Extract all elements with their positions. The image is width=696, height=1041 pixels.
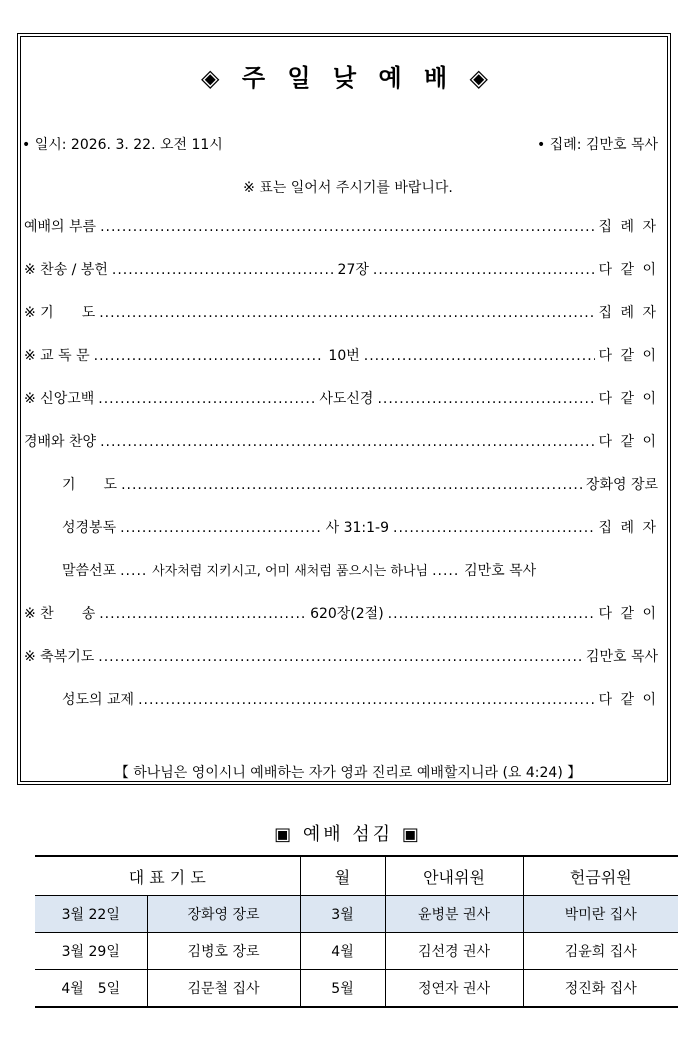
guide-person: 김선경 권사 (385, 933, 523, 970)
order-row (62, 689, 658, 709)
duty-month: 4월 (300, 933, 385, 970)
order-who: 다 같 이 (598, 391, 658, 407)
order-label: ※ 축복기도 (24, 649, 95, 665)
prayer-date: 4월 5일 (35, 970, 147, 1008)
offering-person: 김윤희 집사 (523, 933, 678, 970)
header-offering: 헌금위원 (523, 856, 678, 896)
order-row (24, 388, 658, 408)
prayer-date: 3월 22일 (35, 896, 147, 933)
order-row (24, 302, 658, 322)
order-label: ※ 찬송 / 봉헌 (24, 262, 108, 278)
table-row (35, 896, 678, 933)
order-who: 다 같 이 (598, 692, 658, 708)
order-who: 장화영 장로 (585, 477, 658, 493)
order-label: 성도의 교제 (62, 692, 135, 708)
header-prayer: 대 표 기 도 (35, 856, 300, 896)
order-who: 김만호 목사 (585, 649, 658, 665)
order-mid: 사도신경 (319, 391, 374, 407)
guide-person: 윤병분 권사 (385, 896, 523, 933)
duty-month: 5월 (300, 970, 385, 1008)
order-row (24, 259, 658, 279)
order-label: ※ 신앙고백 (24, 391, 95, 407)
order-who: 집 례 자 (598, 305, 658, 321)
scripture-verse: 【 하나님은 영이시니 예배하는 자가 영과 진리로 예배할지니라 (요 4:24) 】 (114, 765, 582, 781)
header-guide: 안내위원 (385, 856, 523, 896)
offering-person: 박미란 집사 (523, 896, 678, 933)
order-who: 다 같 이 (598, 262, 658, 278)
order-mid: 사 31:1-9 (325, 520, 389, 536)
order-label: ※ 교 독 문 (24, 348, 90, 364)
order-label: 말씀선포 (62, 563, 117, 579)
order-mid: 10번 (328, 348, 360, 364)
service-leader: • 집례: 김만호 목사 (537, 137, 658, 153)
prayer-person: 김병호 장로 (147, 933, 300, 970)
order-label: 성경봉독 (62, 520, 117, 536)
duty-header-row (35, 856, 678, 896)
order-who: 집 례 자 (598, 520, 658, 536)
service-title: ◈ 주 일 낮 예 배 ◈ (201, 64, 495, 92)
order-who: 다 같 이 (598, 348, 658, 364)
order-label: 기 도 (62, 477, 118, 493)
service-date: • 일시: 2026. 3. 22. 오전 11시 (22, 137, 223, 153)
offering-person: 정진화 집사 (523, 970, 678, 1008)
header-month: 월 (300, 856, 385, 896)
prayer-person: 김문철 집사 (147, 970, 300, 1008)
order-who: 집 례 자 (598, 219, 658, 235)
duty-month: 3월 (300, 896, 385, 933)
table-row (35, 933, 678, 970)
guide-person: 정연자 권사 (385, 970, 523, 1008)
prayer-person: 장화영 장로 (147, 896, 300, 933)
order-row (24, 646, 658, 666)
order-label: ※ 찬 송 (24, 606, 96, 622)
table-row (35, 970, 678, 1008)
order-mid: 27장 (337, 262, 369, 278)
order-label: 예배의 부름 (24, 219, 97, 235)
order-row (62, 560, 658, 580)
order-who: 김만호 목사 (464, 563, 537, 579)
order-row (62, 474, 658, 494)
order-row (24, 345, 658, 365)
order-mid: 사자처럼 지키시고, 어미 새처럼 품으시는 하나님 (152, 564, 429, 579)
prayer-date: 3월 29일 (35, 933, 147, 970)
duty-section-title: ▣ 예배 섬김 ▣ (274, 824, 422, 845)
order-row (62, 517, 658, 537)
standing-notice: ※ 표는 일어서 주시기를 바랍니다. (243, 180, 453, 196)
order-label: 경배와 찬양 (24, 434, 97, 450)
order-label: ※ 기 도 (24, 305, 96, 321)
order-row (24, 431, 658, 451)
order-row (24, 216, 658, 236)
order-who: 다 같 이 (598, 606, 658, 622)
order-mid: 620장(2절) (310, 606, 384, 622)
duty-table (35, 855, 678, 1008)
order-row (24, 603, 658, 623)
order-who: 다 같 이 (598, 434, 658, 450)
